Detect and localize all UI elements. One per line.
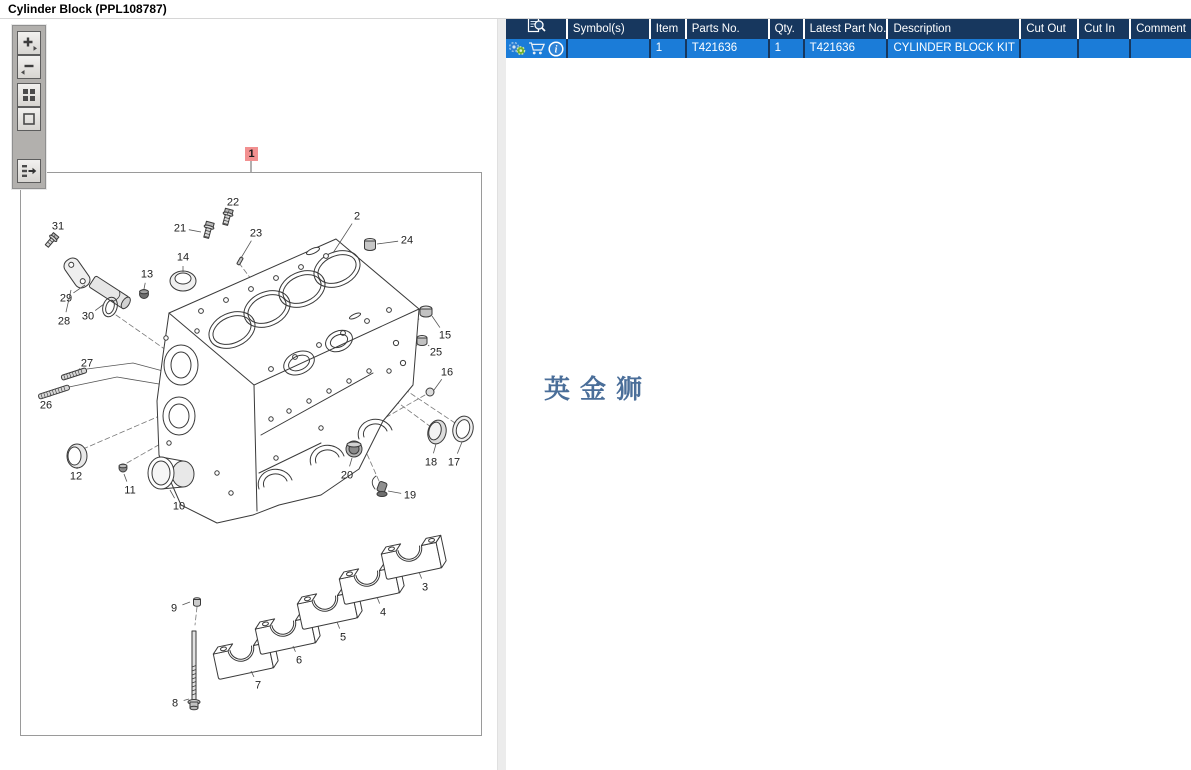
callout-27[interactable]: 27 [80,357,94,370]
figure-callout-1[interactable]: 1 [245,147,258,161]
callout-12[interactable]: 12 [69,470,83,483]
fit-page-button[interactable] [17,107,41,131]
parts-list-button[interactable] [17,159,41,183]
callout-15[interactable]: 15 [438,329,452,342]
cylinder-block-illustration [38,208,476,710]
callout-26[interactable]: 26 [39,399,53,412]
watermark: 英金狮 [544,374,653,404]
diagram-toolbar [12,25,46,189]
callout-leader-21 [189,230,201,232]
row-icons[interactable] [506,39,568,58]
callout-leader-4 [377,597,380,604]
column-header-latest-part-no: Latest Part No. [805,19,889,39]
tile-view-icon [20,86,38,104]
callout-5[interactable]: 5 [339,631,347,644]
column-header-item: Item [651,19,687,39]
column-header-description: Description [888,19,1021,39]
callout-leader-23 [241,241,251,258]
callout-2[interactable]: 2 [353,210,361,223]
cell-cut-in[interactable] [1079,39,1131,58]
callout-10[interactable]: 10 [172,500,186,513]
zoom-in-button[interactable] [17,31,41,55]
figure-callout-leader [250,161,252,172]
column-header-comment: Comment [1136,23,1186,35]
callout-21[interactable]: 21 [173,222,187,235]
column-header-parts-no: Parts No. [687,19,770,39]
diagram-panel [0,19,497,770]
callout-leader-9 [182,602,190,605]
callout-18[interactable]: 18 [424,456,438,469]
column-header-qty: Qty. [770,19,805,39]
callout-9[interactable]: 9 [170,602,178,615]
column-header-symbol-filter [506,19,568,39]
parts-list-icon [20,162,38,180]
callout-17[interactable]: 17 [447,456,461,469]
callout-16[interactable]: 16 [440,366,454,379]
callout-leader-11 [124,474,127,482]
callout-leader-15 [432,316,440,328]
callout-leader-18 [433,444,436,453]
zoom-out-icon [20,58,38,76]
cell-latest-part-no[interactable]: T421636 [805,39,889,58]
cell-symbols[interactable] [568,39,651,58]
callout-6[interactable]: 6 [295,654,303,667]
parts-table [506,19,1191,58]
diagram-viewport[interactable] [20,172,482,736]
callout-13[interactable]: 13 [140,268,154,281]
cell-comment[interactable] [1131,39,1191,58]
zoom-in-icon [20,34,38,52]
callout-8[interactable]: 8 [171,697,179,710]
callout-24[interactable]: 24 [400,234,414,247]
column-header-cut-out: Cut Out [1021,19,1079,39]
callout-leader-8 [184,699,189,701]
parts-table-header [506,19,1191,39]
callout-11[interactable]: 11 [124,484,136,497]
callout-7[interactable]: 7 [254,679,262,692]
callout-leader-24 [377,241,398,244]
callout-30[interactable]: 30 [81,310,95,323]
callout-31[interactable]: 31 [51,220,65,233]
callout-leader-10 [170,490,175,498]
callout-leader-5 [337,622,340,629]
callout-leader-13 [144,283,145,289]
cell-cut-out[interactable] [1021,39,1079,58]
tile-view-button[interactable] [17,83,41,107]
cell-parts-no[interactable]: T421636 [687,39,770,58]
cell-item[interactable]: 1 [651,39,687,58]
column-header-cut-in: Cut In [1079,19,1131,39]
callout-leader-17 [457,442,462,454]
panel-splitter[interactable] [497,19,506,770]
callout-29[interactable]: 29 [59,292,73,305]
callout-23[interactable]: 23 [249,227,263,240]
table-row[interactable] [506,39,1191,58]
callout-4[interactable]: 4 [379,606,387,619]
callout-leader-16 [434,379,442,390]
fit-page-icon [20,110,38,128]
search-parts-icon[interactable] [526,19,546,39]
cell-description[interactable]: CYLINDER BLOCK KIT [888,39,1021,58]
cart-icon[interactable] [528,41,546,56]
page-title: Cylinder Block (PPL108787) [8,2,167,16]
parts-list-panel [506,19,1191,770]
callout-3[interactable]: 3 [421,581,429,594]
callout-19[interactable]: 19 [403,489,417,502]
callout-20[interactable]: 20 [340,469,354,482]
cell-qty[interactable]: 1 [770,39,805,58]
callout-leader-19 [388,491,401,493]
column-header-symbol-s: Symbol(s) [568,19,651,39]
svg-text:i: i [554,44,558,56]
symbols-icon[interactable] [508,41,526,56]
callout-28[interactable]: 28 [57,315,71,328]
callout-25[interactable]: 25 [429,346,443,359]
callout-22[interactable]: 22 [226,196,240,209]
zoom-out-button[interactable] [17,55,41,79]
titlebar [0,0,1191,19]
callout-leader-3 [419,572,422,579]
info-icon[interactable] [548,41,564,57]
callout-14[interactable]: 14 [176,251,190,264]
